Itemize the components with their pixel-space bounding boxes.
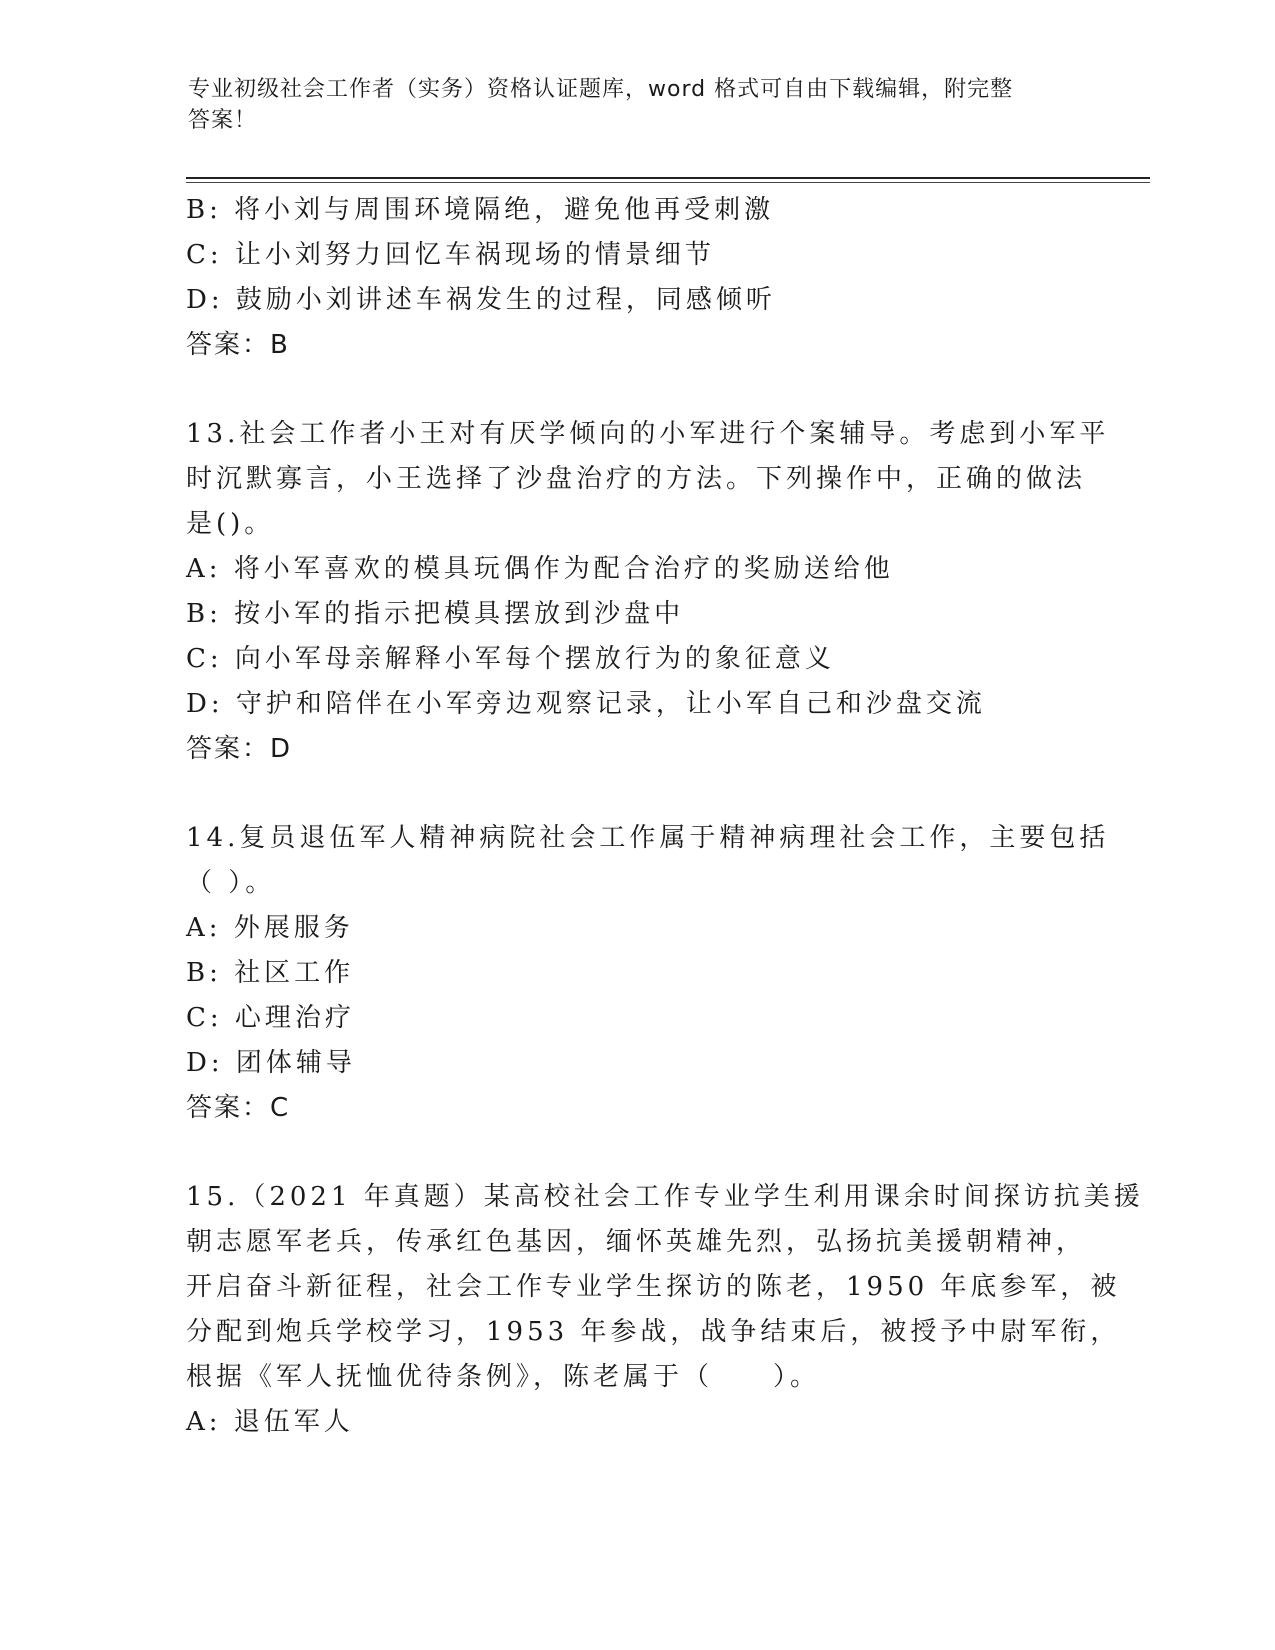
option-d: D: 鼓励小刘讲述车祸发生的过程，同感倾听 — [186, 285, 776, 315]
question-stem-line: 开启奋斗新征程，社会工作专业学生探访的陈老，1950 年底参军，被 — [186, 1272, 1121, 1302]
option-d: D: 守护和陪伴在小军旁边观察记录，让小军自己和沙盘交流 — [186, 689, 986, 719]
answer-line: 答案：B — [186, 330, 290, 360]
header-divider-thin — [186, 182, 1150, 183]
question-gap — [186, 1131, 1086, 1175]
option-c: C: 让小刘努力回忆车祸现场的情景细节 — [186, 240, 715, 270]
option-a: A: 外展服务 — [186, 913, 354, 943]
header-line-2: 答案！ — [188, 108, 258, 133]
question-stem-line: 分配到炮兵学校学习，1953 年参战，战争结束后，被授予中尉军衔， — [186, 1317, 1121, 1347]
question-stem-line: 朝志愿军老兵，传承红色基因，缅怀英雄先烈，弘扬抗美援朝精神， — [186, 1227, 1087, 1257]
question-13 — [186, 412, 1110, 772]
option-c: C: 向小军母亲解释小军每个摆放行为的象征意义 — [186, 644, 835, 674]
question-stem-line: 是()。 — [186, 509, 275, 539]
question-stem-line: （ ）。 — [186, 868, 276, 898]
question-stem-line: 15.（2021 年真题）某高校社会工作专业学生利用课余时间探访抗美援 — [186, 1182, 1144, 1212]
option-a: A: 将小军喜欢的模具玩偶作为配合治疗的奖励送给他 — [186, 554, 894, 584]
answer-line: 答案：D — [186, 734, 293, 764]
question-stem-line: 时沉默寡言，小王选择了沙盘治疗的方法。下列操作中，正确的做法 — [186, 464, 1087, 494]
header-divider-thick — [186, 177, 1150, 179]
question-gap — [186, 368, 1086, 412]
question-12-tail — [186, 188, 1086, 368]
answer-line: 答案：C — [186, 1093, 291, 1123]
document-header — [188, 74, 1068, 136]
question-stem-line: 14.复员退伍军人精神病院社会工作属于精神病理社会工作，主要包括 — [186, 823, 1110, 853]
question-content — [186, 188, 1144, 1445]
option-a: A: 退伍军人 — [186, 1407, 354, 1437]
header-line-1: 专业初级社会工作者（实务）资格认证题库，word 格式可自由下载编辑，附完整 — [188, 77, 1014, 102]
option-b: B: 按小军的指示把模具摆放到沙盘中 — [186, 599, 685, 629]
question-stem-line: 13.社会工作者小王对有厌学倾向的小军进行个案辅导。考虑到小军平 — [186, 419, 1110, 449]
option-d: D: 团体辅导 — [186, 1048, 356, 1078]
question-15 — [186, 1175, 1144, 1445]
question-14 — [186, 816, 1110, 1131]
question-stem-line: 根据《军人抚恤优待条例》，陈老属于（ ）。 — [186, 1362, 821, 1392]
option-b: B: 社区工作 — [186, 958, 355, 988]
question-gap — [186, 772, 1086, 816]
option-c: C: 心理治疗 — [186, 1003, 355, 1033]
option-b: B: 将小刘与周围环境隔绝，避免他再受刺激 — [186, 195, 775, 225]
